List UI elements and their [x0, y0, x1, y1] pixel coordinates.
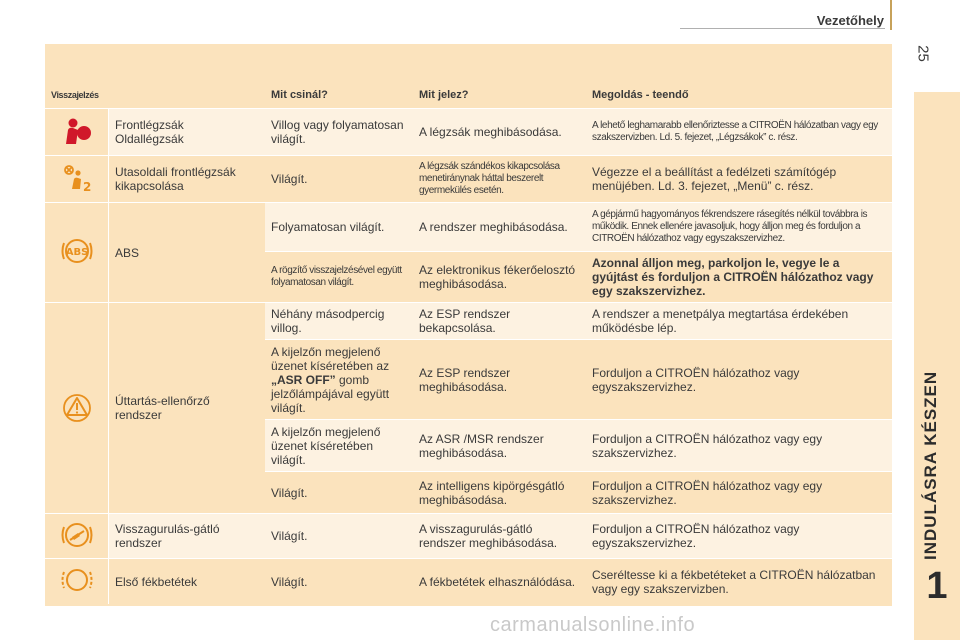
chapter-number: 1: [926, 565, 948, 607]
indicator-means: A légzsák meghibásodása.: [413, 108, 586, 155]
indicator-means: A fékbetétek elhasználódása.: [413, 558, 586, 604]
indicator-does: Néhány másodpercig villog.: [265, 302, 413, 339]
indicator-means: Az elektronikus fékerőelosztó meghibásodása.: [413, 251, 586, 302]
icon-cell: [45, 155, 109, 202]
indicator-means: A légzsák szándékos kikapcsolása menetiránynak háttal beszerelt gyermekülés esetén.: [413, 155, 586, 202]
table-row: [45, 202, 892, 251]
header-what-means: Mit jelez?: [419, 89, 469, 101]
icon-cell: [45, 302, 109, 513]
indicator-does: A kijelzőn megjelenő üzenet kíséretében világít.: [265, 419, 413, 471]
header-what-does: Mit csinál?: [271, 89, 328, 101]
brake-pads-icon: [60, 563, 94, 597]
indicator-means: Az intelligens kipörgésgátló meghibásodása.: [413, 471, 586, 513]
indicator-solution: A gépjármű hagyományos fékrendszere rásegítés nélkül továbbra is működik. Ennek ellenére javasoljuk, hogy álljon meg és forduljon a CITROËN hálózathoz vagy egyszakszervizhez.: [586, 202, 892, 251]
indicator-does: A rögzítő visszajelzésével együtt folyamatosan világít.: [265, 251, 413, 302]
indicator-does-pre: A kijelzőn megjelenő üzenet kíséretében az: [271, 344, 390, 373]
icon-cell: [45, 558, 109, 604]
icon-cell: [45, 108, 109, 155]
indicator-solution: Forduljon a CITROËN hálózathoz vagy egy szakszervizhez.: [586, 471, 892, 513]
warning-triangle-icon: [60, 390, 94, 424]
indicator-means: A visszagurulás-gátló rendszer meghibásodása.: [413, 513, 586, 558]
indicator-solution: A lehető leghamarabb ellenőriztesse a CITROËN hálózatban vagy egy szakszervizben. Ld. 5. fejezet, „Légzsákok” c. rész.: [586, 108, 892, 155]
section-title: Vezetőhely: [816, 13, 884, 28]
watermark: carmanualsonline.info: [490, 614, 696, 636]
indicator-name: Első fékbetétek: [109, 558, 265, 604]
table-row: [45, 108, 892, 155]
indicator-does: Világít.: [265, 513, 413, 558]
icon-cell: [45, 513, 109, 558]
indicator-solution: Azonnal álljon meg, parkoljon le, vegye le a gyújtást és forduljon a CITROËN hálózathoz vagy egy szakszervizhez.: [586, 251, 892, 302]
indicator-name: Visszagurulás-gátló rendszer: [109, 513, 265, 558]
asr-off-button-label: „ASR OFF”: [271, 372, 336, 387]
indicator-means: Az ASR /MSR rendszer meghibásodása.: [413, 419, 586, 471]
hill-assist-icon: [60, 518, 94, 552]
header-name: [109, 82, 265, 108]
indicator-does: Villog vagy folyamatosan világít.: [265, 108, 413, 155]
abs-icon-text: ABS: [65, 247, 88, 258]
header-accent-line: [890, 0, 892, 30]
indicator-solution: Cseréltesse ki a fékbetéteket a CITROËN hálózatban vagy egy szakszervizben.: [586, 558, 892, 604]
indicator-name: ABS: [109, 202, 265, 302]
indicator-does: Folyamatosan világít.: [265, 202, 413, 251]
page-number: 25: [914, 45, 932, 62]
indicator-does: [265, 339, 413, 419]
indicator-solution: Forduljon a CITROËN hálózathoz vagy egyszakszervizhez.: [586, 339, 892, 419]
indicator-means: Az ESP rendszer meghibásodása.: [413, 339, 586, 419]
table-row: [45, 558, 892, 604]
header-rule: [680, 28, 885, 29]
table-row: [45, 302, 892, 339]
icon-cell: [45, 202, 109, 302]
table-row: [45, 155, 892, 202]
indicator-solution: Forduljon a CITROËN hálózathoz vagy egy szakszervizhez.: [586, 419, 892, 471]
indicator-name: Úttartás-ellenőrző rendszer: [109, 302, 265, 513]
airbag-icon: [60, 114, 94, 148]
indicator-does: Világít.: [265, 558, 413, 604]
indicator-does: Világít.: [265, 471, 413, 513]
indicator-name: Utasoldali frontlégzsák kikapcsolása: [109, 155, 265, 202]
indicator-solution: Forduljon a CITROËN hálózathoz vagy egyszakszervizhez.: [586, 513, 892, 558]
table-row: [45, 513, 892, 558]
indicator-does: Világít.: [265, 155, 413, 202]
warning-lights-table: [45, 44, 892, 606]
svg-text:2: 2: [82, 179, 91, 194]
indicator-solution: A rendszer a menetpálya megtartása érdekében működésbe lép.: [586, 302, 892, 339]
indicator-name: Frontlégzsák Oldallégzsák: [109, 108, 265, 155]
header-solution: Megoldás - teendő: [592, 89, 689, 101]
indicator-means: A rendszer meghibásodása.: [413, 202, 586, 251]
indicator-does-post: gomb jelzőlámpájával együtt világít.: [271, 372, 390, 415]
indicator-solution: Végezze el a beállítást a fedélzeti számítógép menüjében. Ld. 3. fejezet, „Menü” c. rész.: [586, 155, 892, 202]
header-indicator: Visszajelzés: [51, 90, 99, 100]
chapter-label: INDULÁSRA KÉSZEN: [921, 370, 940, 560]
abs-icon: [60, 234, 94, 268]
passenger-airbag-off-icon: [60, 161, 94, 195]
indicator-means: Az ESP rendszer bekapcsolása.: [413, 302, 586, 339]
